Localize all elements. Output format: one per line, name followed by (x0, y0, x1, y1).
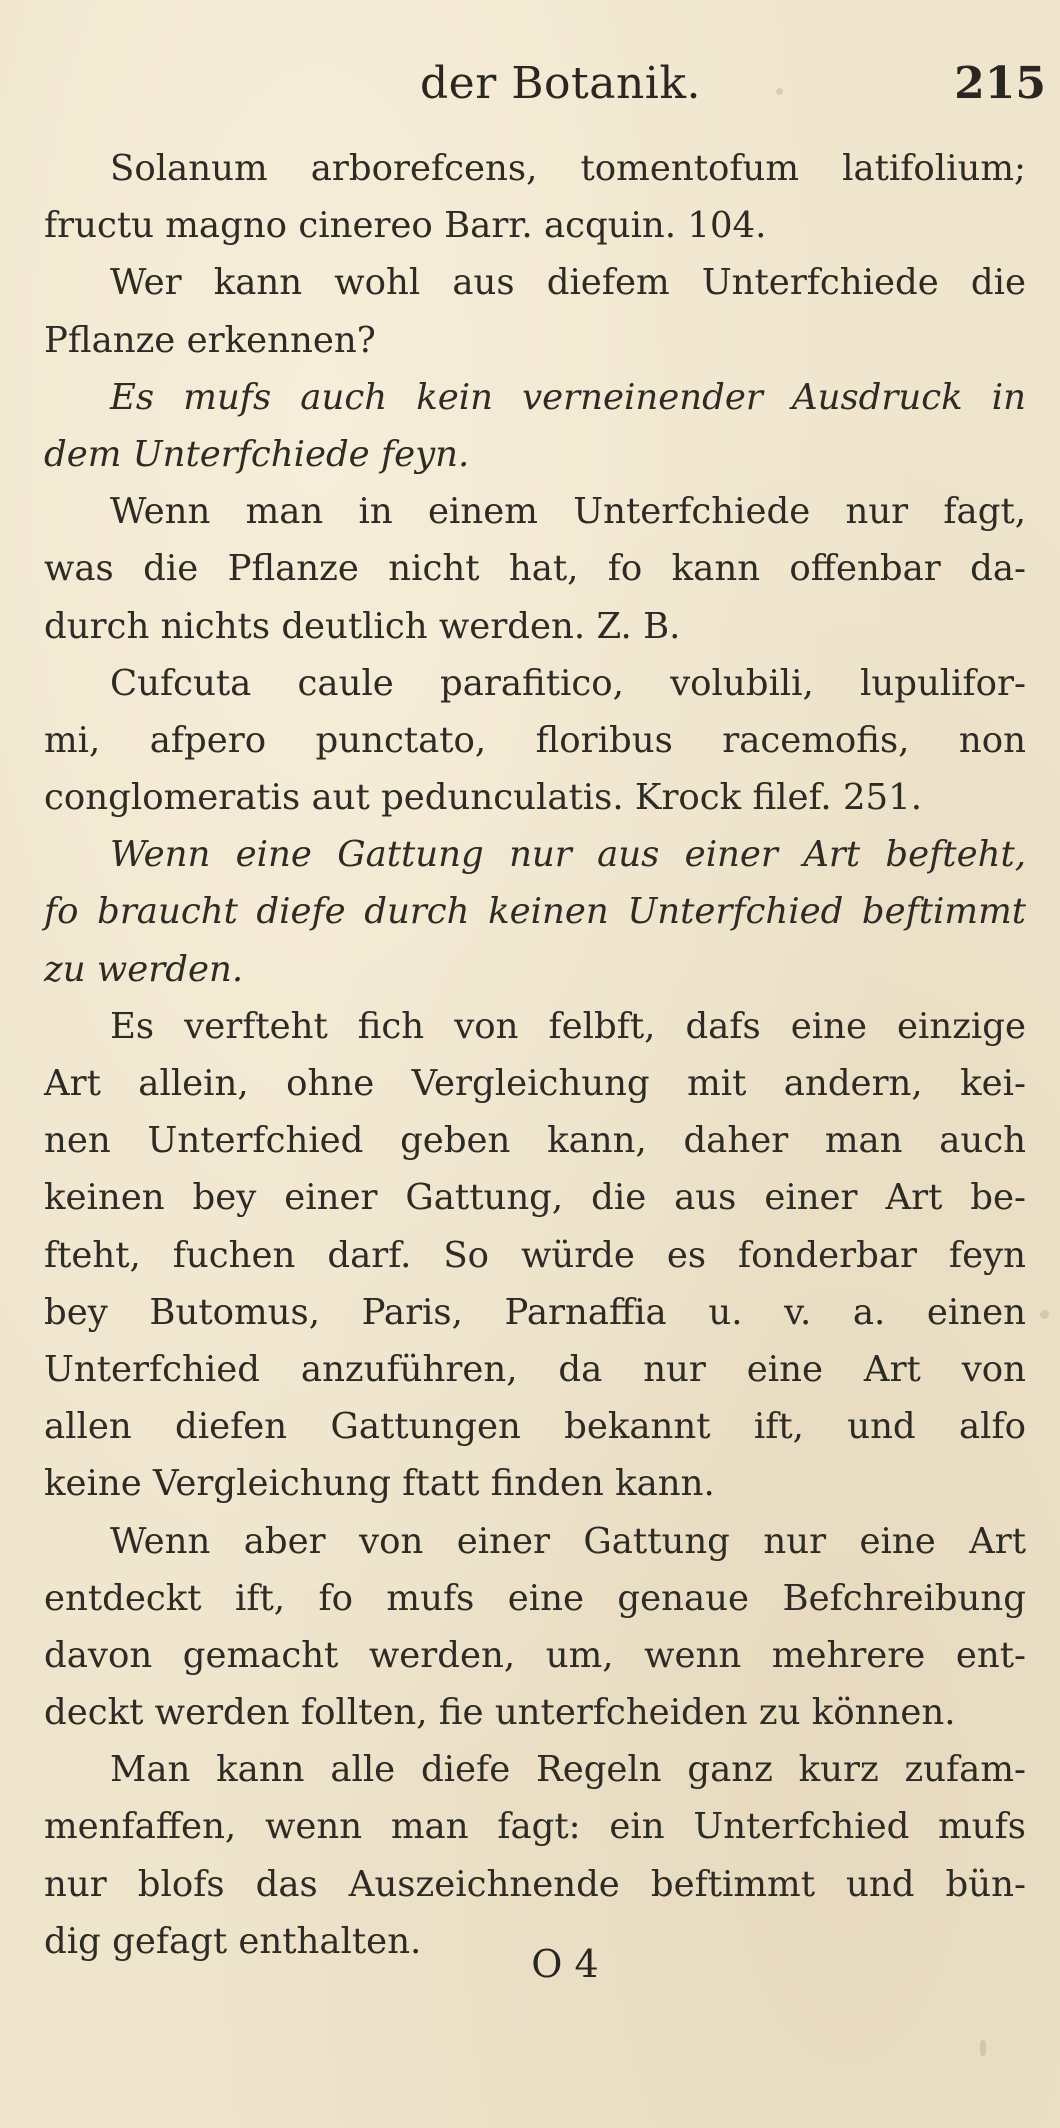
text-line: deckt werden follten, fie unterfcheiden zu können. (44, 1692, 956, 1734)
text-line: nur blofs das Auszeichnende beftimmt und bün- (44, 1863, 1026, 1905)
text-line: davon gemacht werden, um, wenn mehrere ent- (44, 1634, 1026, 1676)
text-line: Es verfteht fich von felbft, dafs eine einzige (110, 1005, 1026, 1047)
text-line: entdeckt ift, fo mufs eine genaue Befchreibung (44, 1577, 1026, 1619)
paper-spot (776, 88, 783, 95)
text-line: Cufcuta caule parafitico, volubili, lupulifor- (110, 662, 1026, 704)
text-line: Art allein, ohne Vergleichung mit andern, kei- (44, 1063, 1026, 1104)
page-number: 215 (954, 58, 1046, 109)
paper-spot (1040, 1310, 1049, 1319)
text-line: Solanum arborefcens, tomentofum latifolium; (110, 148, 1026, 189)
text-line: dem Unterfchiede feyn. (44, 433, 470, 475)
text-line: Wenn eine Gattung nur aus einer Art befteht, (110, 834, 1026, 876)
text-line: Wenn man in einem Unterfchiede nur fagt, (110, 491, 1026, 533)
running-head: der Botanik. (420, 58, 702, 109)
text-line: zu werden. (44, 948, 244, 990)
text-line: keine Vergleichung ftatt finden kann. (44, 1463, 715, 1505)
text-line: fructu magno cinereo Barr. acquin. 104. (44, 205, 767, 247)
text-line: conglomeratis aut pedunculatis. Krock filef. 251. (44, 777, 923, 819)
text-line: Man kann alle diefe Regeln ganz kurz zufam- (110, 1749, 1026, 1791)
page-header (0, 48, 1060, 108)
text-line: allen diefen Gattungen bekannt ift, und alfo (44, 1406, 1026, 1448)
text-line: Wenn aber von einer Gattung nur eine Art (110, 1520, 1026, 1562)
text-line: Es mufs auch kein verneinender Ausdruck in (110, 376, 1026, 418)
text-line: durch nichts deutlich werden. Z. B. (44, 605, 681, 647)
text-line: keinen bey einer Gattung, die aus einer Art be- (44, 1177, 1026, 1219)
text-line: fteht, fuchen darf. So würde es fonderbar feyn (44, 1234, 1026, 1276)
text-line: Unterfchied anzuführen, da nur eine Art von (44, 1348, 1026, 1390)
text-line: mi, afpero punctato, floribus racemofis, non (44, 719, 1026, 761)
signature-mark: O 4 (531, 1942, 599, 1986)
text-line: bey Butomus, Paris, Parnaffia u. v. a. einen (44, 1291, 1026, 1333)
text-line: dig gefagt enthalten. (44, 1920, 422, 1962)
text-line: Pflanze erkennen? (44, 319, 376, 361)
text-line: was die Pflanze nicht hat, fo kann offenbar da- (44, 548, 1026, 590)
text-line: Wer kann wohl aus diefem Unterfchiede die (110, 262, 1026, 304)
text-line: menfaffen, wenn man fagt: ein Unterfchied mufs (44, 1806, 1026, 1848)
body-text (44, 140, 1026, 1970)
text-line: fo braucht diefe durch keinen Unterfchied beftimmt (44, 891, 1026, 933)
text-line: nen Unterfchied geben kann, daher man auch (44, 1120, 1026, 1162)
paper-spot (980, 2040, 986, 2056)
